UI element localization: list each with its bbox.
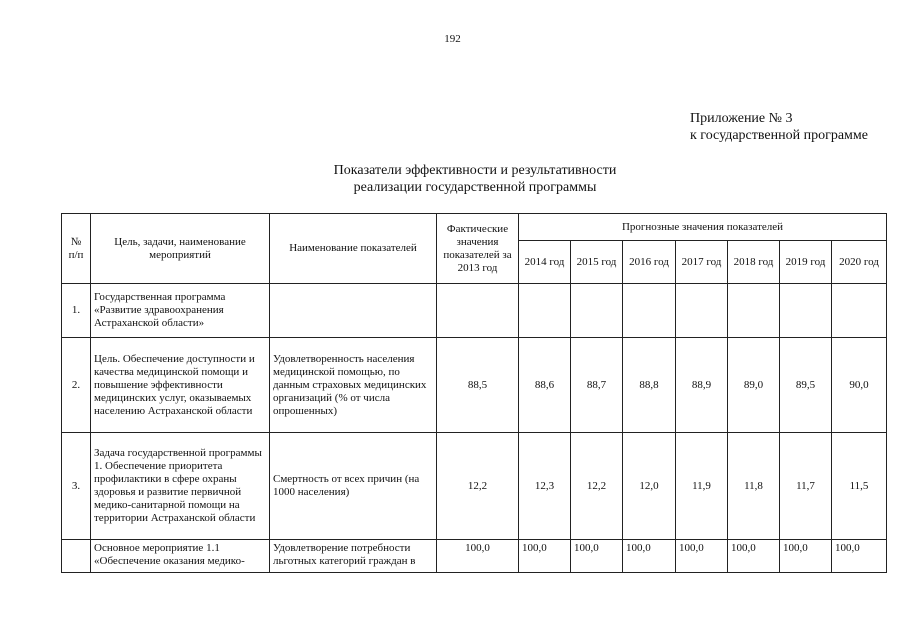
- table-row: [62, 338, 887, 433]
- header-num: № п/п: [62, 214, 91, 284]
- row-value: 12,2: [571, 433, 623, 540]
- header-year: 2016 год: [623, 241, 676, 284]
- row-value: 100,0: [832, 540, 887, 573]
- row-value: 89,5: [780, 338, 832, 433]
- row-value: 88,8: [623, 338, 676, 433]
- row-num: 3.: [62, 433, 91, 540]
- header-year: 2017 год: [676, 241, 728, 284]
- document-title: [280, 162, 670, 196]
- document-title-line-1: Показатели эффективности и результативности: [333, 163, 617, 178]
- row-goal: Основное мероприятие 1.1 «Обеспечение оказания медико-: [91, 540, 270, 573]
- row-value: 89,0: [728, 338, 780, 433]
- row-value: 88,7: [571, 338, 623, 433]
- row-indicator: Смертность от всех причин (на 1000 населения): [270, 433, 437, 540]
- row-value: [571, 284, 623, 338]
- row-goal: Задача государственной программы 1. Обеспечение приоритета профилактики в сфере охраны здоровья и развитие первичной медико-санитарной помощи на территории Астраханской области: [91, 433, 270, 540]
- row-value: 11,5: [832, 433, 887, 540]
- row-num: [62, 540, 91, 573]
- row-actual: 88,5: [437, 338, 519, 433]
- row-value: 12,0: [623, 433, 676, 540]
- row-value: 100,0: [780, 540, 832, 573]
- row-value: 100,0: [728, 540, 780, 573]
- header-goal: Цель, задачи, наименование мероприятий: [91, 214, 270, 284]
- header-year: 2018 год: [728, 241, 780, 284]
- row-value: 88,9: [676, 338, 728, 433]
- row-value: 100,0: [571, 540, 623, 573]
- row-value: 11,7: [780, 433, 832, 540]
- row-value: [832, 284, 887, 338]
- row-value: [623, 284, 676, 338]
- row-value: 100,0: [519, 540, 571, 573]
- row-value: [676, 284, 728, 338]
- row-value: 12,3: [519, 433, 571, 540]
- page-number: 192: [444, 33, 461, 45]
- row-actual: [437, 284, 519, 338]
- row-value: 11,8: [728, 433, 780, 540]
- row-actual: 12,2: [437, 433, 519, 540]
- row-value: 100,0: [676, 540, 728, 573]
- appendix-line-2: к государственной программе: [690, 128, 868, 143]
- row-num: 1.: [62, 284, 91, 338]
- appendix-note: [690, 110, 868, 144]
- header-indicator: Наименование показателей: [270, 214, 437, 284]
- table-row: [62, 433, 887, 540]
- row-indicator: Удовлетворение потребности льготных категорий граждан в: [270, 540, 437, 573]
- row-indicator: Удовлетворенность населения медицинской помощью, по данным страховых медицинских организаций (% от числа опрошенных): [270, 338, 437, 433]
- row-value: 88,6: [519, 338, 571, 433]
- table-row: [62, 284, 887, 338]
- row-num: 2.: [62, 338, 91, 433]
- row-goal: Государственная программа «Развитие здравоохранения Астраханской области»: [91, 284, 270, 338]
- appendix-line-1: Приложение № 3: [690, 111, 793, 126]
- header-actual: Фактические значения показателей за 2013 год: [437, 214, 519, 284]
- header-year: 2015 год: [571, 241, 623, 284]
- row-goal: Цель. Обеспечение доступности и качества медицинской помощи и повышение эффективности медицинских услуг, оказываемых населению Астраханской области: [91, 338, 270, 433]
- header-year: 2014 год: [519, 241, 571, 284]
- row-value: 100,0: [623, 540, 676, 573]
- row-value: 90,0: [832, 338, 887, 433]
- header-forecast: Прогнозные значения показателей: [519, 214, 887, 241]
- document-title-line-2: реализации государственной программы: [353, 180, 597, 195]
- row-value: [519, 284, 571, 338]
- header-year: 2019 год: [780, 241, 832, 284]
- row-value: [728, 284, 780, 338]
- row-value: 11,9: [676, 433, 728, 540]
- row-indicator: [270, 284, 437, 338]
- indicators-table: [61, 213, 887, 573]
- row-actual: 100,0: [437, 540, 519, 573]
- header-year: 2020 год: [832, 241, 887, 284]
- row-value: [780, 284, 832, 338]
- table-row: [62, 540, 887, 573]
